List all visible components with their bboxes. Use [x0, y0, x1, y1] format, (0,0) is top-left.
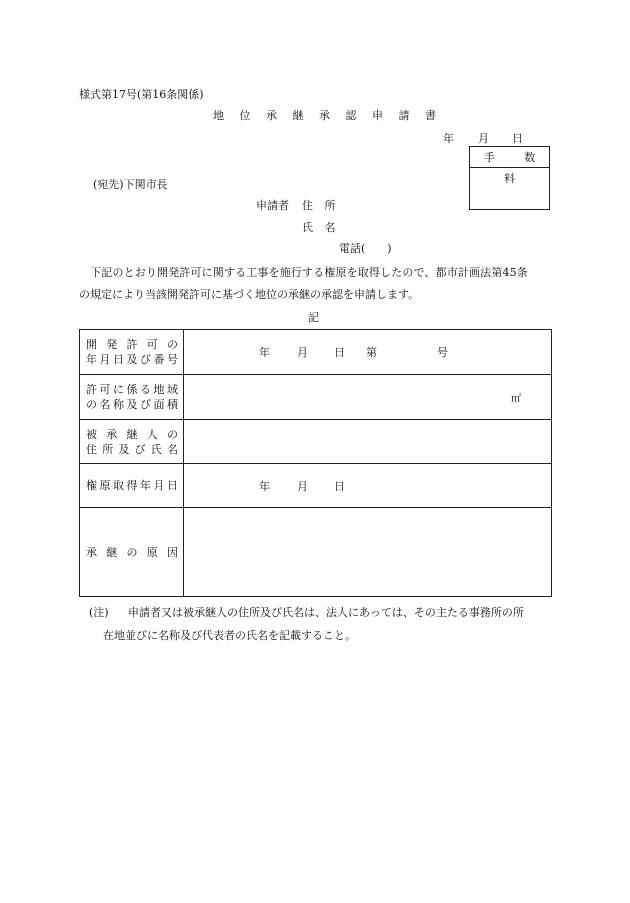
note-prefix: (注)	[89, 606, 109, 619]
row-label-acquisition-date: 権原取得年月日	[80, 464, 184, 508]
fee-box	[469, 146, 550, 210]
page-title: 地 位 承 継 承 認 申 請 書	[213, 109, 442, 122]
row-label-succession-reason: 承継の原因	[80, 508, 184, 597]
table-row	[80, 330, 552, 375]
note-line-2: 在地並びに名称及び代表者の氏名を記載すること。	[103, 629, 356, 642]
row-label-predecessor: 被承継人の 住所及び氏名	[80, 420, 184, 464]
body-text-line-2: の規定により当該開発許可に基づく地位の承継の承認を申請します。	[79, 288, 420, 301]
acquisition-date-field[interactable]: 年 月 日	[184, 464, 552, 508]
ki-label: 記	[308, 311, 319, 324]
table-row	[80, 464, 552, 508]
table-row	[80, 508, 552, 597]
table-row	[80, 420, 552, 464]
applicant-name-label: 氏 名	[302, 221, 340, 234]
applicant-address-label: 住 所	[302, 199, 340, 212]
body-text-line-1: 下記のとおり開発許可に関する工事を施行する権原を取得したので、都市計画法第45条	[79, 266, 528, 279]
applicant-phone-label: 電話( )	[339, 242, 392, 255]
predecessor-field[interactable]	[184, 420, 552, 464]
details-table	[79, 329, 552, 597]
fee-box-label: 手 数 料	[470, 147, 549, 168]
note-line-1: 申請者又は被承継人の住所及び氏名は、法人にあっては、その主たる事務所の所	[128, 606, 524, 619]
form-number: 様式第17号(第16条関係)	[79, 88, 204, 101]
row-label-permit-date-number: 開発許可の 年月日及び番号	[80, 330, 184, 375]
table-row	[80, 375, 552, 420]
date-month: 月	[478, 132, 489, 145]
date-year: 年	[443, 132, 454, 145]
succession-reason-field[interactable]	[184, 508, 552, 597]
addressee: (宛先)下関市長	[93, 178, 168, 191]
area-unit: ㎡	[511, 393, 521, 405]
area-name-size-field[interactable]	[184, 375, 552, 420]
row-label-area-name-size: 許可に係る地域 の名称及び面積	[80, 375, 184, 420]
permit-date-number-field[interactable]: 年 月 日 第 号	[184, 330, 552, 375]
date-day: 日	[512, 132, 523, 145]
applicant-label: 申請者	[256, 199, 289, 212]
